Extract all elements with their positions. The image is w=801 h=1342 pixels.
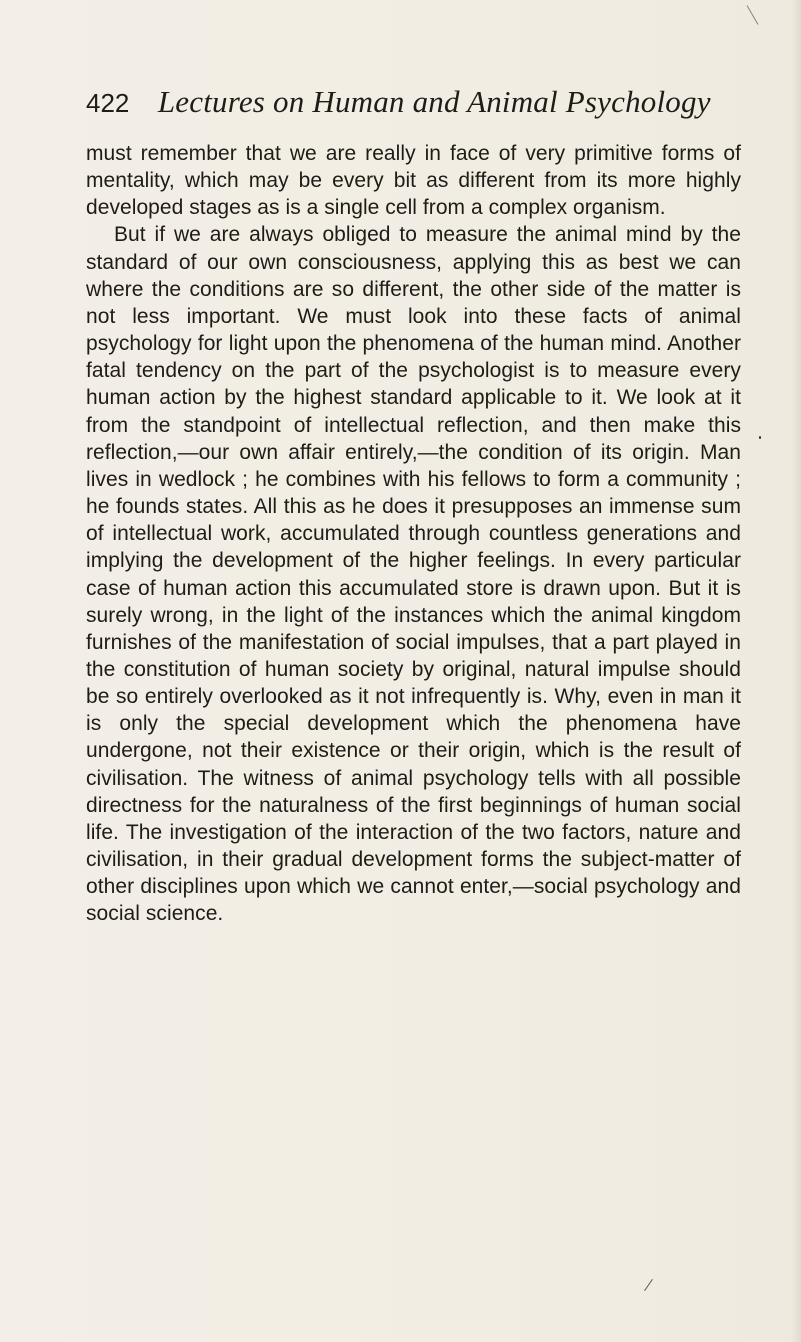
corner-mark — [747, 5, 759, 25]
page-number: 422 — [86, 88, 130, 118]
paragraph-continued: must remember that we are really in face of very primitive forms of mentality, which may be every bit as different from its more highly developed stages as is a single cell from a complex organism. — [86, 142, 741, 220]
page-header — [86, 84, 726, 124]
page-edge-shadow — [791, 0, 801, 1342]
paragraph: But if we are always obliged to measure the animal mind by the standard of our own consciousness, applying this as best we can where the conditions are so different, the other side of the matter is not less important. We must look into these facts of animal psychology for light upon the phenomena of the human mind. Another fatal tendency on the part of the psychologist is to measure every human action by the highest standard applicable to it. We look at it from the standpoint of intellectual reflection, and then make this reflection,—our own affair entirely,—the condition of its origin. Man lives in wedlock ; he combines with his fellows to form a community ; he founds states. All this as he does it presupposes an immense sum of intellectual work, accumulated through countless generations and implying the development of the higher feelings. In every particular case of human action this accumulated store is drawn upon. But it is surely wrong, in the light of the instances which the animal kingdom furnishes of the manifestation of social impulses, that a part played in the constitution of human society by original, natural impulse should be so entirely overlooked as it not infrequently is. Why, even in man it is only the special development which the phenomena have undergone, not their existence or their origin, which is the result of civilisation. The witness of animal psychology tells with all possible directness for the naturalness of the first beginnings of human social life. The investigation of the interaction of the two factors, nature and civilisation, in their gradual development forms the subject-matter of other disciplines upon which we cannot enter,—social psychology and social science. — [86, 223, 741, 926]
margin-dot — [759, 436, 761, 439]
running-title: Lectures on Human and Animal Psychology — [157, 84, 711, 119]
body-text — [86, 140, 741, 928]
stray-mark — [644, 1279, 653, 1291]
